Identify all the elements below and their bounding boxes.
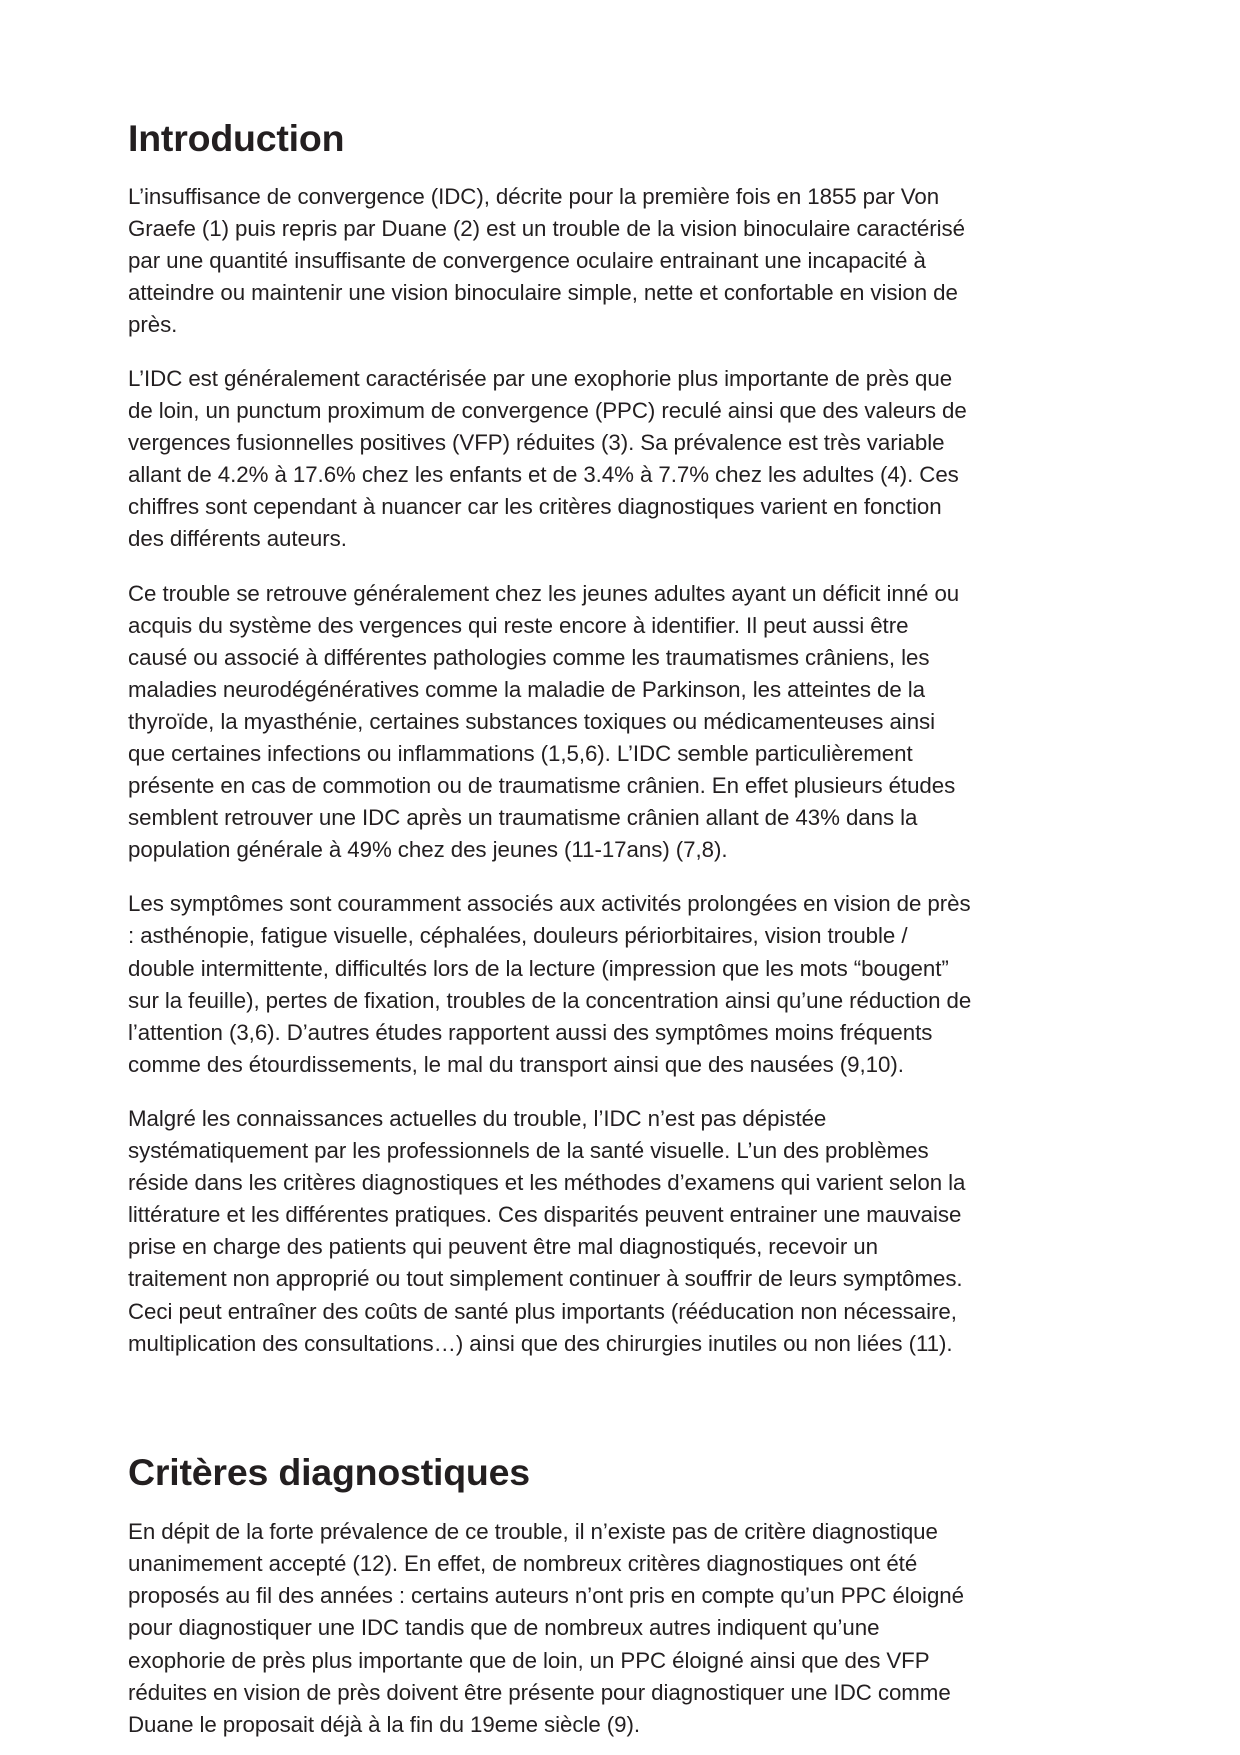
paragraph: L’insuffisance de convergence (IDC), décrite pour la première fois en 1855 par Von Graefe (1) puis repris par Duane (2) est un trouble de la vision binoculaire caractérisé par une quantité insuffisante de convergence oculaire entrainant une incapacité à atteindre ou maintenir une vision binoculaire simple, nette et confortable en vision de près.: [128, 183, 965, 337]
document-body: [128, 118, 973, 1741]
section-title: Critères diagnostiques: [128, 1450, 530, 1493]
paragraph: Les symptômes sont couramment associés aux activités prolongées en vision de près : asthénopie, fatigue visuelle, céphalées, douleurs périorbitaires, vision trouble / double intermittente, difficultés lors de la lecture (impression que les mots “bougent” sur la feuille), pertes de fixation, troubles de la concentration ainsi qu’une réduction de l’attention (3,6). D’autres études rapportent aussi des symptômes moins fréquents comme des étourdissements, le mal du transport ainsi que des nausées (9,10).: [128, 891, 972, 1077]
section-spacer: [128, 1360, 973, 1452]
section-criteres-diagnostiques: [128, 1452, 973, 1741]
page-title: Introduction: [128, 117, 345, 159]
paragraph: En dépit de la forte prévalence de ce trouble, il n’existe pas de critère diagnostique unanimement accepté (12). En effet, de nombreux critères diagnostiques ont été proposés au fil des années : certains auteurs n’ont pris en compte qu’un PPC éloigné pour diagnostiquer une IDC tandis que de nombreux autres indiquent qu’une exophorie de près plus importante que de loin, un PPC éloigné ainsi que des VFP réduites en vision de près doivent être présente pour diagnostiquer une IDC comme Duane le proposait déjà à la fin du 19eme siècle (9).: [128, 1519, 964, 1737]
paragraph: L’IDC est généralement caractérisée par une exophorie plus importante de près que de loin, un punctum proximum de convergence (PPC) reculé ainsi que des valeurs de vergences fusionnelles positives (VFP) réduites (3). Sa prévalence est très variable allant de 4.2% à 17.6% chez les enfants et de 3.4% à 7.7% chez les adultes (4). Ces chiffres sont cependant à nuancer car les critères diagnostiques varient en fonction des différents auteurs.: [128, 365, 967, 552]
paragraph: Malgré les connaissances actuelles du trouble, l’IDC n’est pas dépistée systématiquement par les professionnels de la santé visuelle. L’un des problèmes réside dans les critères diagnostiques et les méthodes d’examens qui varient selon la littérature et les différentes pratiques. Ces disparités peuvent entrainer une mauvaise prise en charge des patients qui peuvent être mal diagnostiqués, recevoir un traitement non approprié ou tout simplement continuer à souffrir de leurs symptômes. Ceci peut entraîner des coûts de santé plus importants (rééducation non nécessaire, multiplication des consultations…) ainsi que des chirurgies inutiles ou non liées (11).: [128, 1105, 966, 1356]
paragraph: Ce trouble se retrouve généralement chez les jeunes adultes ayant un déficit inné ou acquis du système des vergences qui reste encore à identifier. Il peut aussi être causé ou associé à différentes pathologies comme les traumatismes crâniens, les maladies neurodégénératives comme la maladie de Parkinson, les atteintes de la thyroïde, la myasthénie, certaines substances toxiques ou médicamenteuses ainsi que certaines infections ou inflammations (1,5,6). L’IDC semble particulièrement présente en cas de commotion ou de traumatisme crânien. En effet plusieurs études semblent retrouver une IDC après un traumatisme crânien allant de 43% dans la population générale à 49% chez des jeunes (11-17ans) (7,8).: [128, 580, 960, 863]
section-introduction: [128, 118, 973, 1360]
